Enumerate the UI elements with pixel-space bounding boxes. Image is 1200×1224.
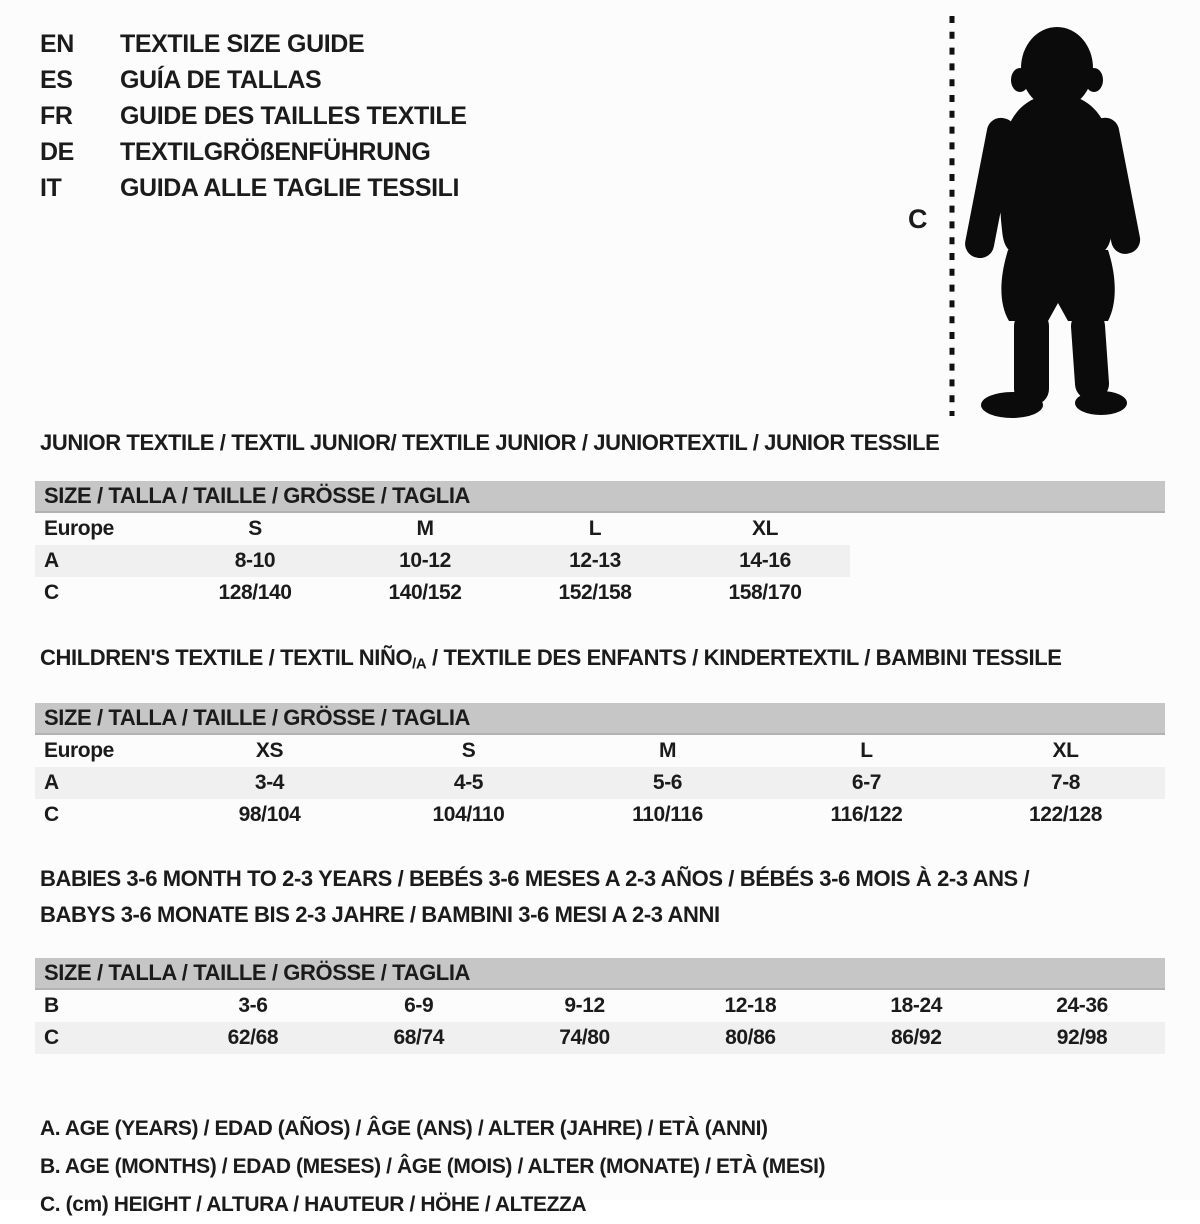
height-measure-figure [890,0,1200,430]
size-cell: L [588,517,602,540]
months-cell: 9-12 [564,993,605,1017]
babies-size-header: SIZE / TALLA / TAILLE / GRÖSSE / TAGLIA [35,958,1165,990]
age-cell: 3-4 [254,770,285,794]
height-cell: 104/110 [432,802,505,826]
junior-size-header: SIZE / TALLA / TAILLE / GRÖSSE / TAGLIA [35,481,1165,513]
language-code: IT [40,173,62,202]
language-code: EN [40,29,74,58]
age-cell: 8-10 [234,549,276,572]
height-cell: 152/158 [558,581,632,604]
height-cell: 80/86 [725,1025,776,1049]
guide-title-es: GUÍA DE TALLAS [120,65,322,94]
children-section-title [35,645,1165,678]
language-code: FR [40,101,73,130]
guide-title-it: GUIDA ALLE TAGLIE TESSILI [120,173,460,202]
measure-label-c: C [908,204,928,234]
table-row [35,1022,1165,1054]
children-title-part2: / TEXTILE DES ENFANTS / KINDERTEXTIL / BAMBINI TESSILE [426,645,1062,670]
language-row-es [40,62,467,98]
height-cell: 98/104 [238,802,301,826]
height-cell: 128/140 [218,581,292,604]
children-title-sub: /A [412,655,427,673]
height-cell: 74/80 [559,1025,610,1049]
age-cell: 7-8 [1050,770,1081,794]
size-tables-content [35,430,1165,1224]
height-cell: 68/74 [393,1025,445,1049]
table-row [35,513,850,545]
children-size-header: SIZE / TALLA / TAILLE / GRÖSSE / TAGLIA [35,703,1165,735]
section-junior-textile [35,430,1165,609]
row-label-b: B [44,993,59,1017]
size-cell: S [248,517,262,540]
babies-section-title-line1: BABIES 3-6 MONTH TO 2-3 YEARS / BEBÉS 3-6 MESES A 2-3 AÑOS / BÉBÉS 3-6 MOIS À 2-3 ANS / [40,865,1030,891]
height-cell: 86/92 [890,1025,942,1049]
junior-section-title: JUNIOR TEXTILE / TEXTIL JUNIOR/ TEXTILE JUNIOR / JUNIORTEXTIL / JUNIOR TESSILE [40,430,940,455]
table-row [35,577,850,609]
children-size-table [35,735,1165,831]
guide-title-de: TEXTILGRÖßENFÜHRUNG [120,137,431,166]
language-row-de [40,134,467,170]
height-cell: 116/122 [830,802,903,826]
junior-size-table [35,513,850,609]
language-row-en [40,26,467,62]
section-children-textile [35,645,1165,831]
table-row [35,990,1165,1022]
months-cell: 6-9 [404,993,434,1017]
row-label-a: A [44,770,59,794]
guide-title-fr: GUIDE DES TAILLES TEXTILE [120,101,467,130]
row-label-c: C [44,581,59,604]
age-cell: 12-13 [569,549,621,572]
age-cell: 10-12 [399,549,451,572]
months-cell: 12-18 [724,993,777,1017]
legend-line-b: B. AGE (MONTHS) / EDAD (MESES) / ÂGE (MOIS) / ALTER (MONATE) / ETÀ (MESI) [40,1154,826,1178]
measurement-legend [35,1110,1165,1224]
age-cell: 6-7 [851,770,882,794]
language-code: DE [40,137,74,166]
legend-line-c: C. (cm) HEIGHT / ALTURA / HAUTEUR / HÖHE / ALTEZZA [40,1192,587,1216]
height-cell: 122/128 [1028,802,1103,826]
height-cell: 140/152 [388,581,462,604]
row-label-europe: Europe [44,738,114,762]
table-row [35,735,1165,767]
months-cell: 24-36 [1056,993,1108,1017]
babies-section-title-line2: BABYS 3-6 MONATE BIS 2-3 JAHRE / BAMBINI 3-6 MESI A 2-3 ANNI [40,901,720,927]
children-title-part1: CHILDREN'S TEXTILE / TEXTIL NIÑO [40,645,413,670]
months-cell: 18-24 [890,993,943,1017]
table-row [35,545,850,577]
language-code: ES [40,65,73,94]
size-cell: XS [255,738,284,762]
row-label-a: A [44,549,59,572]
legend-line-a: A. AGE (YEARS) / EDAD (AÑOS) / ÂGE (ANS) / ALTER (JAHRE) / ETÀ (ANNI) [40,1116,768,1140]
height-cell: 110/116 [632,802,703,826]
language-row-fr [40,98,467,134]
height-cell: 158/170 [728,581,802,604]
age-cell: 4-5 [453,770,484,794]
row-label-europe: Europe [44,517,114,540]
size-cell: S [461,738,476,762]
size-cell: L [860,738,873,762]
table-row [35,767,1165,799]
size-cell: XL [751,517,779,540]
baby-silhouette-icon [962,14,1144,422]
height-cell: 62/68 [227,1025,279,1049]
guide-title-en: TEXTILE SIZE GUIDE [120,29,365,58]
size-cell: M [658,738,677,762]
babies-size-table [35,990,1165,1054]
table-row [35,799,1165,831]
section-babies-textile [35,861,1165,1054]
size-cell: XL [1052,738,1079,762]
age-cell: 5-6 [652,770,683,794]
measure-dashed-line [948,16,956,416]
row-label-c: C [44,802,59,826]
language-list [40,26,467,206]
row-label-c: C [44,1025,59,1049]
size-cell: M [416,517,434,540]
age-cell: 14-16 [739,549,791,572]
months-cell: 3-6 [238,993,268,1017]
language-row-it [40,170,467,206]
height-cell: 92/98 [1056,1025,1108,1049]
